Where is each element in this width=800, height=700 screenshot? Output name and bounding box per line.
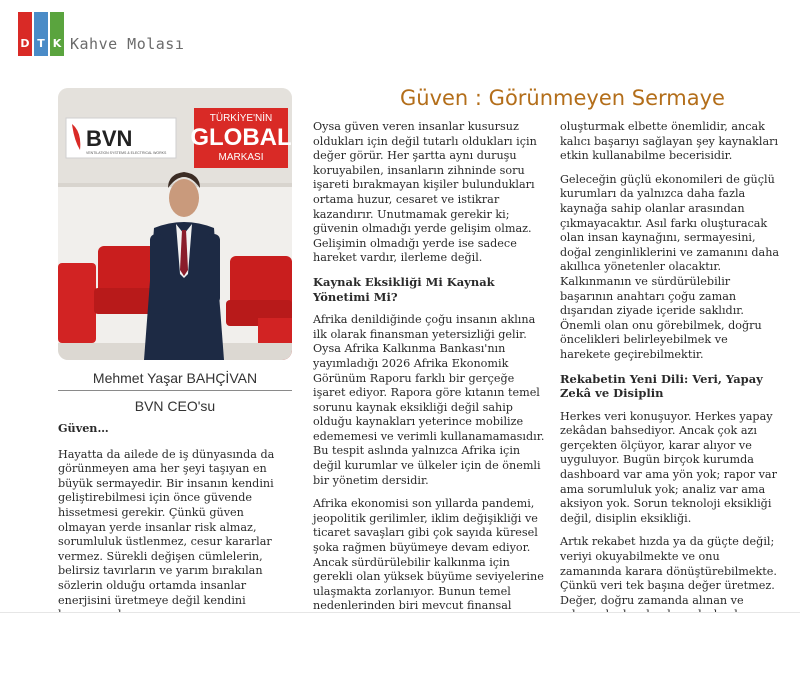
logo-letter-d: D bbox=[20, 37, 30, 50]
column-3-subheading: Rekabetin Yeni Dili: Veri, Yapay Zekâ ve Disiplin bbox=[560, 371, 763, 401]
page-fold-area bbox=[0, 612, 800, 700]
section-name: Kahve Molası bbox=[70, 35, 185, 53]
article-title: Güven : Görünmeyen Sermaye bbox=[400, 86, 725, 110]
author-photo-illustration bbox=[58, 88, 292, 360]
dtk-logo bbox=[18, 12, 64, 56]
text-column-1 bbox=[58, 421, 292, 632]
author-photo bbox=[58, 88, 292, 360]
column-3-paragraph-1: oluşturmak elbette önemlidir, ancak kalıcı başarıyı sağlayan şey kaynakları etkin kullanabilme becerisidir. bbox=[560, 120, 779, 163]
logo-letter-t: T bbox=[37, 37, 45, 50]
column-3-paragraph-4: Artık rekabet hızda ya da güçte değil; veriyi okuyabilmekte ve onu zamanında karara dönüştürebilmekte. Çünkü veri tek başına değer üretmez. Değer, doğru zamanda alınan ve bbox=[560, 535, 777, 607]
logo-block-t bbox=[34, 12, 48, 56]
sign-bvn-small: VENTILATION SYSTEMS & ELECTRICAL WORKS bbox=[86, 151, 167, 155]
page-fold-line bbox=[0, 612, 800, 613]
logo-color-stripe bbox=[18, 52, 64, 56]
column-2-paragraph-1: Oysa güven veren insanlar kusursuz oldukları için değil tutarlı oldukları için değer görür. Her şartta aynı duruşu koruyabilen, insanların zihninde soru işareti bırakmayan kişiler bulundukları ortama huzur, cesaret ve istikrar kazandırır. Unutmamak gerekir ki; güvenin olmadığı yerde gelişim olmaz. Gelişimin olmadığı yerde ise sadece hareket vardır, ilerleme değil. bbox=[313, 120, 537, 265]
column-3-paragraph-3: Herkes veri konuşuyor. Herkes yapay zekâdan bahsediyor. Ancak çok azı gerçekten ölçüyor, karar alıyor ve uyguluyor. Bugün birçok kurumda dashboard var ama yön yok; rapor var ama sorumluluk yok; analiz var ama aksiyon yok. Sorun teknoloji eksikliği değil, disiplin eksikliği. bbox=[560, 409, 777, 525]
column-1-lead: Güven… bbox=[58, 421, 109, 435]
author-title: BVN CEO'su bbox=[134, 398, 216, 414]
column-2-paragraph-3: Afrika ekonomisi son yıllarda pandemi, jeopolitik gerilimler, iklim değişikliği ve ticaret savaşları gibi çok sayıda küresel şoka rağmen büyümeye devam ediyor. Ancak sürdürülebilir kalkınma için gerekli olan yüksek büyüme seviyelerine ulaşmakta zorlanıyor. Bunun temel nedenlerinden biri mevcut finansal bbox=[313, 497, 544, 613]
sign-global-line1: TÜRKİYE'NİN bbox=[209, 113, 273, 124]
sign-bvn-text: BVN bbox=[86, 126, 133, 151]
sign-global-line3: MARKASI bbox=[218, 152, 264, 163]
text-column-2 bbox=[313, 120, 548, 623]
logo-block-k bbox=[50, 12, 64, 56]
logo-letter-k: K bbox=[52, 37, 62, 50]
author-name: Mehmet Yaşar BAHÇİVAN bbox=[92, 370, 258, 386]
caption-divider bbox=[58, 390, 292, 391]
sign-global-line2: GLOBAL bbox=[190, 124, 292, 151]
column-2-paragraph-2: Afrika denildiğinde çoğu insanın aklına ilk olarak finansman yetersizliği gelir. Oysa Afrika Kalkınma Bankası'nın yayımladığı 2026 Afrika Ekonomik Görünüm Raporu farklı bir gerçeğe işaret ediyor. Rapora göre kıtanın temel sorunu kaynak eksikliği değil sahip olduğu kaynakları yeterince mobilize edememesi ve verimli kullanamamasıdır. Bu tespit aslında yalnızca Afrika için değil kurumlar ve ülkeler için de önemli bir yönetim dersidir. bbox=[313, 313, 545, 487]
column-1-paragraph: Hayatta da ailede de iş dünyasında da görünmeyen ama her şeyi taşıyan en büyük sermayedir. Bir insanın kendini geliştirebilmesi için önce güvende hissetmesi gerekir. Çünkü güven olmayan yerde insanlar risk almaz, sorumluluk üstlenmez, cesur kararlar vermez. Sürekli değişen cümlelerin, belirsiz tavırların ve yarım bırakılan sözlerin olduğu ortamda insanlar enerjisini üretmeye değil kendini bbox=[58, 447, 275, 607]
column-2-subheading: Kaynak Eksikliği Mi Kaynak Yönetimi Mi? bbox=[313, 274, 495, 304]
column-3-paragraph-2: Geleceğin güçlü ekonomileri de güçlü kurumları da yalnızca daha fazla kaynağa sahip olanlar arasından çıkmayacaktır. Asıl farkı oluşturacak olan insan kaynağını, sermayesini, doğal zenginliklerini ve zamanını daha akıllıca yönetenler olacaktır. Kalkınmanın ve sürdürülebilir başarının anahtarı çoğu zaman dışarıdan ziyade içeride saklıdır. Önemli olan onu görebilmek, doğru öncelikleri belirleyebilmek ve harekete geçirebilmektir. bbox=[560, 172, 780, 361]
logo-block-d bbox=[18, 12, 32, 56]
